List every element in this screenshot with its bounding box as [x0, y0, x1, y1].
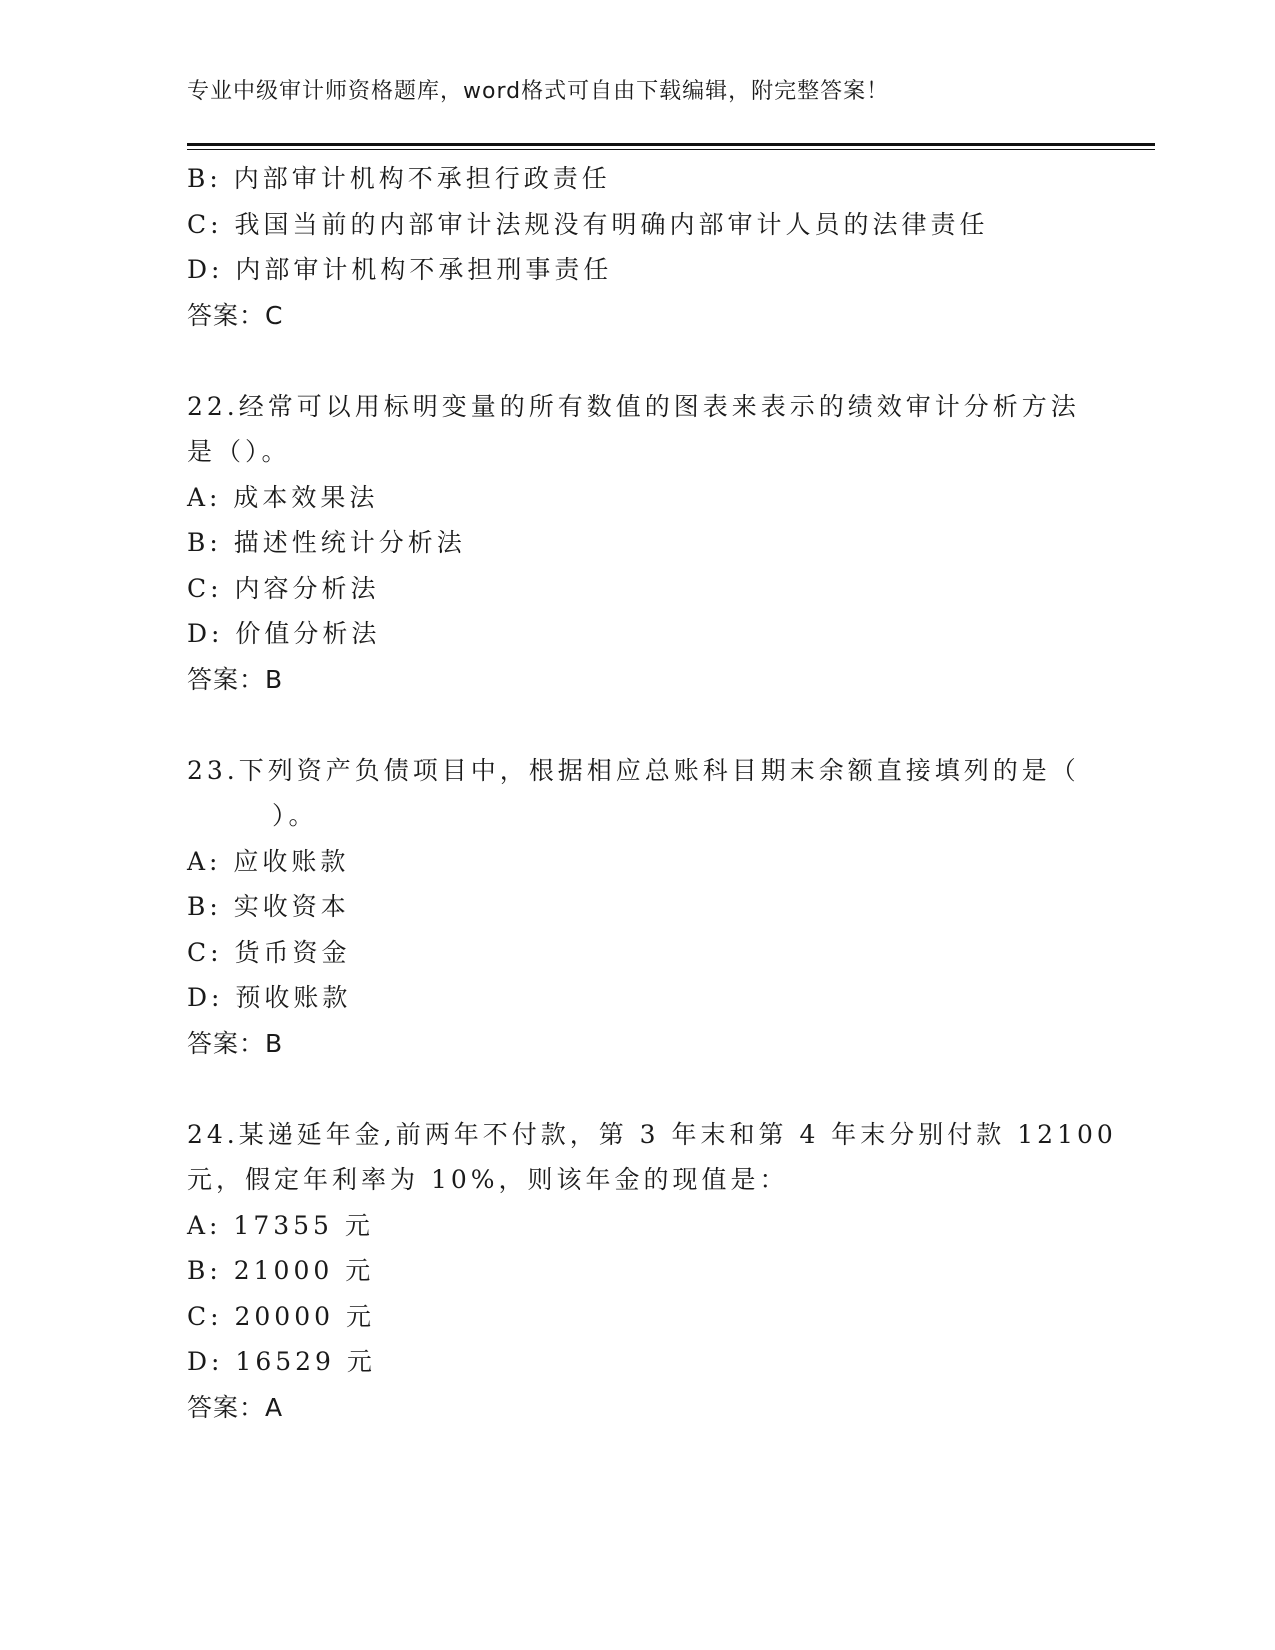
question-24 — [187, 1112, 1117, 1431]
option-d: D: 16529 元 — [187, 1347, 376, 1376]
question-stem: 24.某递延年金,前两年不付款，第 3 年末和第 4 年末分别付款 12100 — [187, 1119, 1117, 1149]
header-rule-thick — [187, 143, 1155, 146]
option-a: A: 成本效果法 — [187, 482, 379, 512]
answer-line: 答案：B — [187, 1028, 284, 1058]
option-b: B: 内部审计机构不承担行政责任 — [187, 164, 611, 193]
option-d: D: 内部审计机构不承担刑事责任 — [187, 255, 613, 284]
option-b: B: 实收资本 — [187, 892, 350, 921]
option-c: C: 货币资金 — [187, 937, 351, 967]
option-d: D: 价值分析法 — [187, 619, 381, 648]
option-a: A: 应收账款 — [187, 846, 350, 876]
option-d: D: 预收账款 — [187, 983, 352, 1012]
option-a: A: 17355 元 — [187, 1210, 374, 1240]
spacer — [187, 1066, 1087, 1112]
option-b: B: 21000 元 — [187, 1256, 375, 1285]
page-header: 专业中级审计师资格题库，word格式可自由下载编辑，附完整答案！ — [187, 79, 890, 104]
spacer — [187, 702, 1087, 748]
option-b: B: 描述性统计分析法 — [187, 528, 466, 557]
question-23 — [187, 748, 1087, 1067]
header-rule-thin — [187, 149, 1155, 150]
option-c: C: 内容分析法 — [187, 573, 380, 603]
answer-line: 答案：C — [187, 300, 284, 330]
question-stem: 元，假定年利率为 10%，则该年金的现值是： — [187, 1165, 789, 1194]
spacer — [187, 338, 1087, 384]
answer-line: 答案：A — [187, 1392, 284, 1422]
question-22 — [187, 384, 1087, 703]
answer-line: 答案：B — [187, 664, 284, 694]
option-c: C: 20000 元 — [187, 1301, 375, 1331]
question-stem: 是（）。 — [187, 437, 291, 466]
question-stem: ）。 — [272, 801, 318, 830]
option-c: C: 我国当前的内部审计法规没有明确内部审计人员的法律责任 — [187, 209, 989, 239]
question-stem: 23.下列资产负债项目中，根据相应总账科目期末余额直接填列的是（ — [187, 755, 1080, 785]
question-stem: 22.经常可以用标明变量的所有数值的图表来表示的绩效审计分析方法 — [187, 391, 1080, 421]
prev-question-block — [187, 156, 1087, 338]
question-content — [187, 156, 1117, 1430]
